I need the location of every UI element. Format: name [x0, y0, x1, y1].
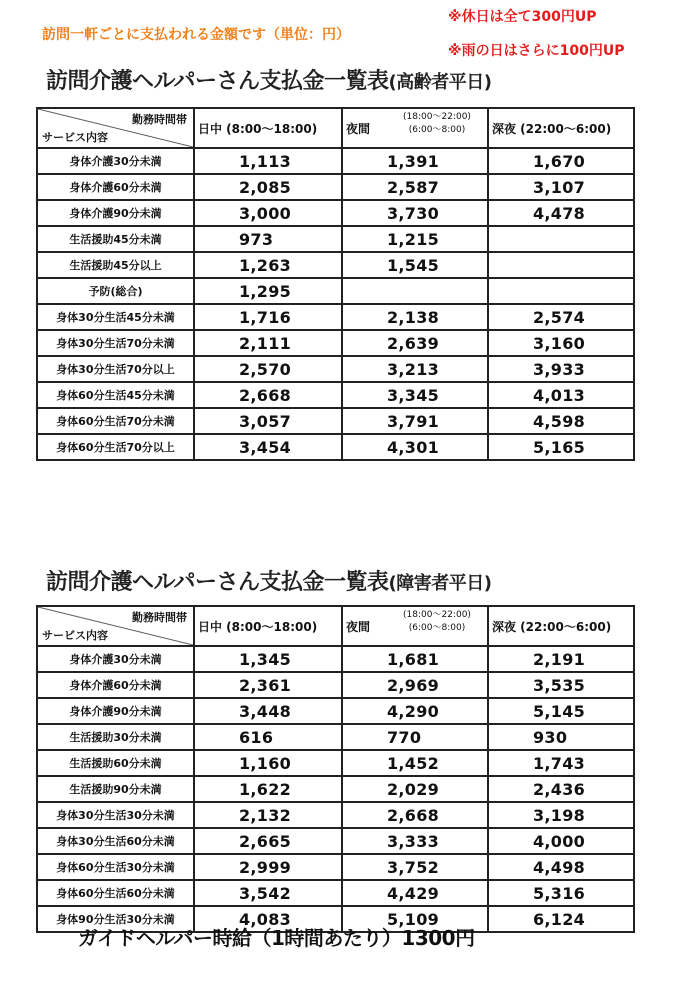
disabled-payment-table: [36, 605, 635, 933]
disabled-title-text: 訪問介護ヘルパーさん支払金一覧表: [46, 570, 389, 595]
table-row: [37, 278, 634, 304]
holiday-note: ※休日は全て300円UP: [448, 9, 597, 25]
night-fee-cell: [342, 278, 488, 304]
disabled-table-title: [46, 565, 491, 596]
day-fee-cell: 1,295: [194, 278, 342, 304]
table-row: [37, 646, 634, 672]
service-name-cell: 生活援助30分未満: [37, 724, 194, 750]
day-fee-cell: 2,132: [194, 802, 342, 828]
service-name-cell: 身体60分生活70分未満: [37, 408, 194, 434]
disabled-subtitle: (障害者平日): [388, 573, 492, 594]
service-name-cell: 生活援助90分未満: [37, 776, 194, 802]
night-fee-cell: 3,213: [342, 356, 488, 382]
table-header-row: [37, 606, 634, 646]
late-night-fee-cell: 3,198: [488, 802, 634, 828]
night-fee-cell: 3,345: [342, 382, 488, 408]
day-fee-cell: 1,345: [194, 646, 342, 672]
night-fee-cell: 3,730: [342, 200, 488, 226]
night-fee-cell: 2,029: [342, 776, 488, 802]
late-night-fee-cell: 930: [488, 724, 634, 750]
service-name-cell: 生活援助45分以上: [37, 252, 194, 278]
night-fee-cell: 3,752: [342, 854, 488, 880]
late-night-fee-cell: [488, 278, 634, 304]
day-header: 日中 (8:00〜18:00): [194, 606, 342, 646]
night-range-2: (6:00〜8:00): [408, 125, 466, 135]
table-row: [37, 304, 634, 330]
late-night-fee-cell: 3,107: [488, 174, 634, 200]
late-night-fee-cell: 6,124: [488, 906, 634, 932]
late-night-fee-cell: 2,191: [488, 646, 634, 672]
night-fee-cell: 2,969: [342, 672, 488, 698]
late-night-fee-cell: 4,000: [488, 828, 634, 854]
day-fee-cell: 1,716: [194, 304, 342, 330]
late-night-fee-cell: 5,165: [488, 434, 634, 460]
time-band-label: 勤務時間帯: [132, 113, 187, 126]
table-row: [37, 776, 634, 802]
late-header: 深夜 (22:00〜6:00): [488, 606, 634, 646]
day-fee-cell: 973: [194, 226, 342, 252]
late-night-fee-cell: 3,160: [488, 330, 634, 356]
day-fee-cell: 2,570: [194, 356, 342, 382]
day-fee-cell: 3,542: [194, 880, 342, 906]
corner-header: [37, 108, 194, 148]
service-name-cell: 身体介護30分未満: [37, 148, 194, 174]
late-night-fee-cell: 3,933: [488, 356, 634, 382]
table-row: [37, 802, 634, 828]
day-fee-cell: 3,448: [194, 698, 342, 724]
night-fee-cell: 4,301: [342, 434, 488, 460]
day-fee-cell: 3,000: [194, 200, 342, 226]
late-night-fee-cell: 2,574: [488, 304, 634, 330]
table-row: [37, 750, 634, 776]
guide-helper-wage: ガイドヘルパー時給（1時間あたり）1300円: [78, 926, 475, 950]
night-header: [342, 108, 488, 148]
day-header: 日中 (8:00〜18:00): [194, 108, 342, 148]
service-name-cell: 身体介護90分未満: [37, 698, 194, 724]
night-fee-cell: 5,109: [342, 906, 488, 932]
day-fee-cell: 2,085: [194, 174, 342, 200]
night-label: 夜間: [346, 122, 371, 136]
night-fee-cell: 4,429: [342, 880, 488, 906]
table-row: [37, 226, 634, 252]
day-fee-cell: 616: [194, 724, 342, 750]
table-row: [37, 382, 634, 408]
service-name-cell: 身体介護90分未満: [37, 200, 194, 226]
day-fee-cell: 4,083: [194, 906, 342, 932]
service-name-cell: 生活援助60分未満: [37, 750, 194, 776]
table-row: [37, 174, 634, 200]
service-name-cell: 身体60分生活60分未満: [37, 880, 194, 906]
table-row: [37, 672, 634, 698]
service-name-cell: 身体30分生活60分未満: [37, 828, 194, 854]
elderly-table-title: [46, 64, 491, 95]
service-name-cell: 身体90分生活30分未満: [37, 906, 194, 932]
late-night-fee-cell: 4,498: [488, 854, 634, 880]
table-row: [37, 854, 634, 880]
day-fee-cell: 2,361: [194, 672, 342, 698]
elderly-title-text: 訪問介護ヘルパーさん支払金一覧表: [46, 69, 389, 94]
night-fee-cell: 1,391: [342, 148, 488, 174]
table-header-row: [37, 108, 634, 148]
day-fee-cell: 1,622: [194, 776, 342, 802]
service-name-cell: 予防(総合): [37, 278, 194, 304]
table-row: [37, 252, 634, 278]
day-fee-cell: 3,057: [194, 408, 342, 434]
service-name-cell: 身体60分生活30分未満: [37, 854, 194, 880]
night-fee-cell: 1,545: [342, 252, 488, 278]
table-row: [37, 330, 634, 356]
night-fee-cell: 1,452: [342, 750, 488, 776]
night-range-2: (6:00〜8:00): [408, 623, 466, 633]
time-band-label: 勤務時間帯: [132, 611, 187, 624]
late-header: 深夜 (22:00〜6:00): [488, 108, 634, 148]
night-fee-cell: 3,791: [342, 408, 488, 434]
service-name-cell: 身体60分生活45分未満: [37, 382, 194, 408]
table-row: [37, 200, 634, 226]
table-row: [37, 880, 634, 906]
night-fee-cell: 1,215: [342, 226, 488, 252]
late-night-fee-cell: [488, 252, 634, 278]
day-fee-cell: 1,263: [194, 252, 342, 278]
table-row: [37, 356, 634, 382]
late-night-fee-cell: 1,670: [488, 148, 634, 174]
table-row: [37, 434, 634, 460]
night-range-1: (18:00〜22:00): [403, 112, 471, 122]
rain-note: ※雨の日はさらに100円UP: [448, 43, 625, 59]
night-fee-cell: 3,333: [342, 828, 488, 854]
day-fee-cell: 2,111: [194, 330, 342, 356]
night-header: [342, 606, 488, 646]
night-fee-cell: 4,290: [342, 698, 488, 724]
day-fee-cell: 2,999: [194, 854, 342, 880]
late-night-fee-cell: [488, 226, 634, 252]
day-fee-cell: 2,665: [194, 828, 342, 854]
service-name-cell: 身体30分生活70分以上: [37, 356, 194, 382]
table-row: [37, 724, 634, 750]
night-range-1: (18:00〜22:00): [403, 610, 471, 620]
service-name-cell: 身体30分生活30分未満: [37, 802, 194, 828]
elderly-subtitle: (高齢者平日): [388, 72, 492, 93]
night-fee-cell: 2,668: [342, 802, 488, 828]
day-fee-cell: 3,454: [194, 434, 342, 460]
service-name-cell: 身体介護60分未満: [37, 174, 194, 200]
service-name-cell: 生活援助45分未満: [37, 226, 194, 252]
late-night-fee-cell: 4,013: [488, 382, 634, 408]
day-fee-cell: 2,668: [194, 382, 342, 408]
day-fee-cell: 1,160: [194, 750, 342, 776]
late-night-fee-cell: 4,478: [488, 200, 634, 226]
night-fee-cell: 2,587: [342, 174, 488, 200]
unit-note: 訪問一軒ごとに支払われる金額です（単位：円）: [42, 27, 350, 43]
elderly-payment-table: [36, 107, 635, 461]
night-fee-cell: 2,138: [342, 304, 488, 330]
late-night-fee-cell: 1,743: [488, 750, 634, 776]
night-fee-cell: 2,639: [342, 330, 488, 356]
night-label: 夜間: [346, 620, 371, 634]
service-label: サービス内容: [42, 629, 108, 642]
table-row: [37, 698, 634, 724]
late-night-fee-cell: 5,145: [488, 698, 634, 724]
night-fee-cell: 770: [342, 724, 488, 750]
service-name-cell: 身体30分生活45分未満: [37, 304, 194, 330]
service-name-cell: 身体60分生活70分以上: [37, 434, 194, 460]
service-name-cell: 身体介護60分未満: [37, 672, 194, 698]
corner-header: [37, 606, 194, 646]
service-name-cell: 身体30分生活70分未満: [37, 330, 194, 356]
late-night-fee-cell: 5,316: [488, 880, 634, 906]
late-night-fee-cell: 4,598: [488, 408, 634, 434]
table-row: [37, 828, 634, 854]
day-fee-cell: 1,113: [194, 148, 342, 174]
service-label: サービス内容: [42, 131, 108, 144]
night-fee-cell: 1,681: [342, 646, 488, 672]
table-row: [37, 408, 634, 434]
late-night-fee-cell: 3,535: [488, 672, 634, 698]
table-row: [37, 148, 634, 174]
service-name-cell: 身体介護30分未満: [37, 646, 194, 672]
late-night-fee-cell: 2,436: [488, 776, 634, 802]
